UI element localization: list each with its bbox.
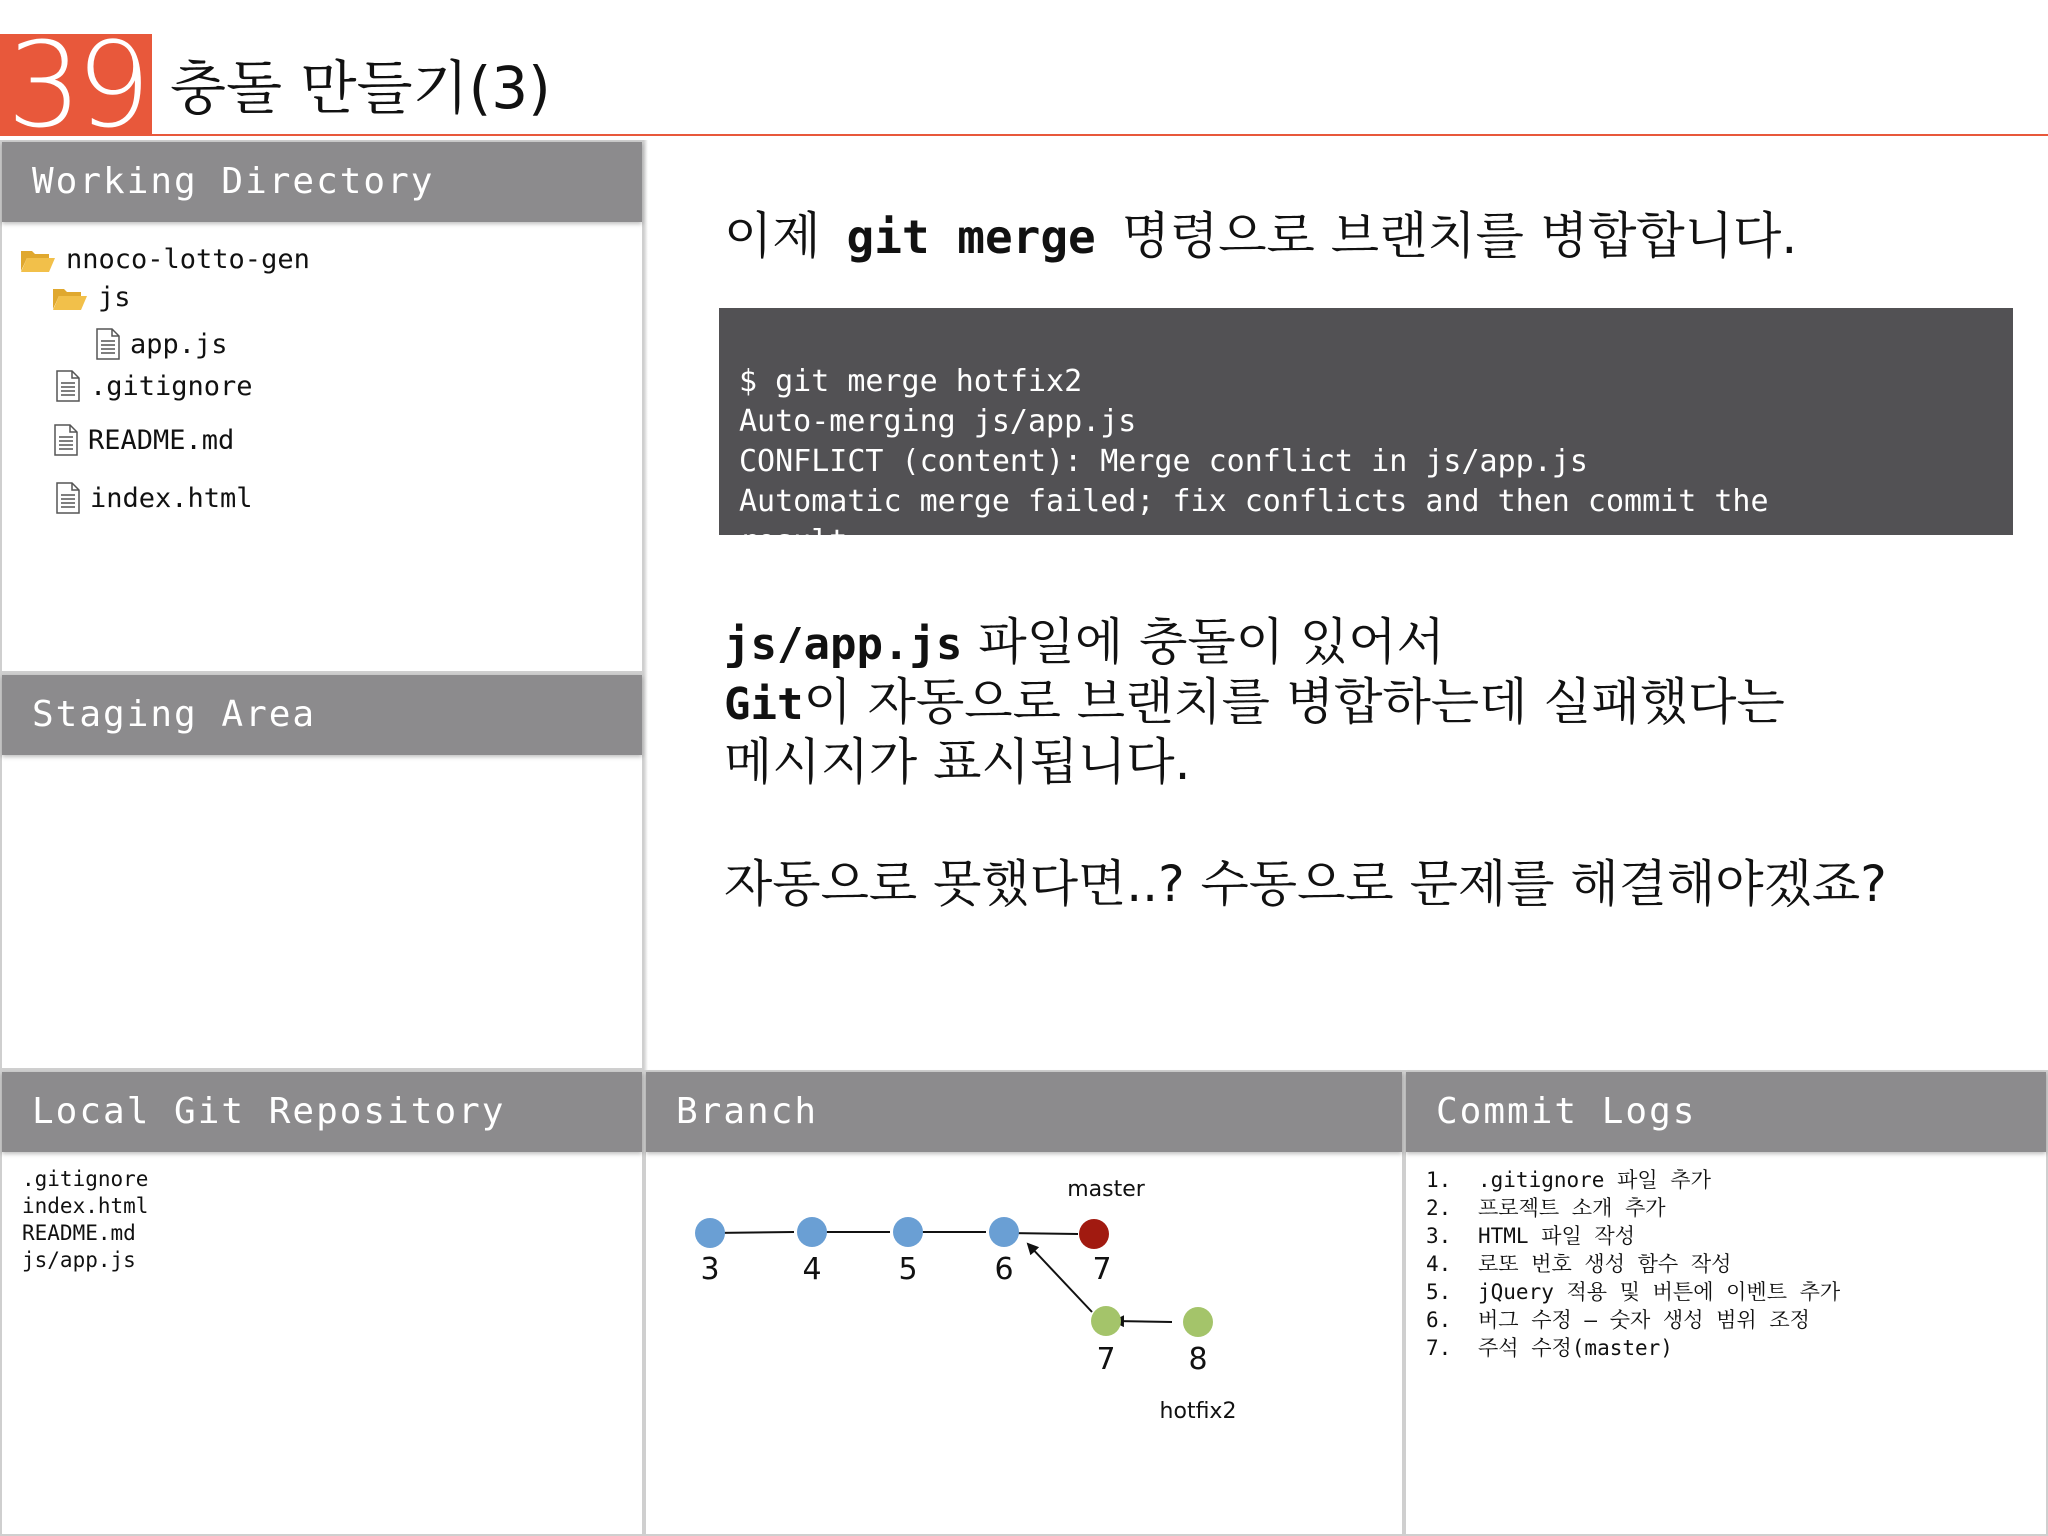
document-icon — [96, 328, 120, 360]
branch-graph — [646, 1152, 1402, 1532]
commit-message: 주석 수정(master) — [1478, 1336, 1673, 1360]
node-label: 7 — [1096, 1342, 1116, 1377]
explanation-text: 이 자동으로 브랜치를 병합하는데 실패했다는 — [803, 673, 1785, 731]
node-label: 7 — [1092, 1252, 1112, 1287]
code-path: js/app.js — [724, 619, 963, 670]
tree-item-label: index.html — [90, 482, 253, 514]
terminal-output — [719, 308, 2013, 559]
explanation-line-1 — [724, 612, 1445, 675]
terminal-line: Automatic merge failed; fix conflicts and then commit the — [739, 484, 1769, 519]
tree-item-label: nnoco-lotto-gen — [66, 244, 310, 275]
panel-divider — [644, 140, 648, 1070]
commit-message: 프로젝트 소개 추가 — [1478, 1196, 1666, 1220]
working-directory-title: Working Directory — [2, 142, 642, 222]
terminal-line: $ git merge hotfix2 — [739, 364, 1083, 399]
branch-title: Branch — [646, 1072, 1402, 1152]
commit-number: 4. — [1426, 1252, 1452, 1276]
list-item — [1426, 1278, 1840, 1306]
commit-node-master-7 — [1079, 1219, 1109, 1249]
commit-log-list — [1426, 1166, 1840, 1362]
repository-file-list — [22, 1166, 148, 1274]
headline-post: 명령으로 브랜치를 병합합니다. — [1105, 207, 1798, 265]
commit-message: 로또 번호 생성 함수 작성 — [1478, 1252, 1732, 1276]
branch-label-hotfix2: hotfix2 — [1159, 1399, 1237, 1424]
commit-logs-panel — [1404, 1070, 2048, 1536]
commit-message: 버그 수정 – 숫자 생성 범위 조정 — [1478, 1308, 1810, 1332]
code-git: Git — [724, 679, 804, 730]
commit-node-hotfix-7 — [1091, 1306, 1121, 1336]
tree-item-app-js[interactable] — [96, 328, 228, 360]
main-content — [644, 140, 2048, 1070]
explanation-text: 파일에 충돌이 있어서 — [962, 613, 1445, 671]
list-item — [1426, 1250, 1840, 1278]
tree-item-gitignore[interactable] — [56, 370, 253, 402]
folder-open-icon — [52, 285, 88, 311]
commit-number: 6. — [1426, 1308, 1452, 1332]
list-item — [1426, 1334, 1840, 1362]
commit-number: 7. — [1426, 1336, 1452, 1360]
node-label: 4 — [802, 1252, 822, 1287]
commit-number: 1. — [1426, 1168, 1452, 1192]
commit-node-4 — [797, 1217, 827, 1247]
list-item — [1426, 1194, 1840, 1222]
explanation-line-3: 메시지가 표시됩니다. — [724, 733, 1191, 791]
node-label: 3 — [700, 1252, 720, 1287]
list-item — [1426, 1166, 1840, 1194]
node-label: 6 — [994, 1252, 1014, 1287]
tree-item-label: README.md — [88, 424, 235, 456]
terminal-line: Auto-merging js/app.js — [739, 404, 1137, 439]
list-item — [1426, 1222, 1840, 1250]
tree-item-readme[interactable] — [54, 424, 234, 456]
staging-area-panel — [0, 673, 644, 1070]
commit-number: 2. — [1426, 1196, 1452, 1220]
folder-open-icon — [20, 247, 56, 273]
commit-message: HTML 파일 작성 — [1478, 1224, 1636, 1248]
node-label: 5 — [898, 1252, 918, 1287]
local-git-repository-title: Local Git Repository — [2, 1072, 642, 1152]
staging-area-title: Staging Area — [2, 675, 642, 755]
terminal-line: CONFLICT (content): Merge conflict in js/app.js — [739, 444, 1588, 479]
commit-node-8 — [1183, 1307, 1213, 1337]
commit-node-3 — [695, 1218, 725, 1248]
commit-message: jQuery 적용 및 버튼에 이벤트 추가 — [1478, 1280, 1841, 1304]
edge-8-7 — [1114, 1321, 1172, 1322]
list-item — [1426, 1306, 1840, 1334]
terminal-line: result. — [739, 524, 866, 559]
headline-pre: 이제 — [724, 207, 837, 265]
slide-number: 39 — [0, 34, 152, 136]
working-directory-panel — [0, 140, 644, 673]
tree-item-root-folder[interactable] — [20, 244, 310, 275]
title-rule — [152, 134, 2048, 136]
commit-number: 3. — [1426, 1224, 1452, 1248]
commit-node-5 — [893, 1217, 923, 1247]
headline — [724, 200, 1797, 273]
list-item: js/app.js — [22, 1248, 136, 1272]
tree-item-label: .gitignore — [90, 370, 253, 402]
edge-hotfix7-6 — [1028, 1244, 1092, 1312]
document-icon — [56, 370, 80, 402]
document-icon — [56, 482, 80, 514]
tree-item-label: app.js — [130, 328, 228, 360]
commit-message: .gitignore 파일 추가 — [1478, 1168, 1711, 1192]
commit-number: 5. — [1426, 1280, 1452, 1304]
local-git-repository-panel — [0, 1070, 644, 1536]
commit-logs-title: Commit Logs — [1406, 1072, 2046, 1152]
explanation-line-2 — [724, 672, 1785, 735]
list-item: index.html — [22, 1194, 149, 1218]
node-label: 8 — [1188, 1342, 1208, 1377]
manual-resolve-note: 자동으로 못했다면..? 수동으로 문제를 해결해야겠죠? — [724, 855, 1887, 913]
branch-panel — [644, 1070, 1404, 1536]
document-icon — [54, 424, 78, 456]
slide-title: 충돌 만들기(3) — [170, 54, 551, 122]
tree-item-js-folder[interactable] — [52, 282, 131, 313]
branch-label-master: master — [1067, 1177, 1145, 1202]
headline-command: git merge — [846, 210, 1096, 264]
list-item: .gitignore — [22, 1167, 149, 1191]
list-item: README.md — [22, 1221, 136, 1245]
tree-item-label: js — [98, 282, 131, 313]
tree-item-index-html[interactable] — [56, 482, 253, 514]
commit-node-6 — [989, 1217, 1019, 1247]
